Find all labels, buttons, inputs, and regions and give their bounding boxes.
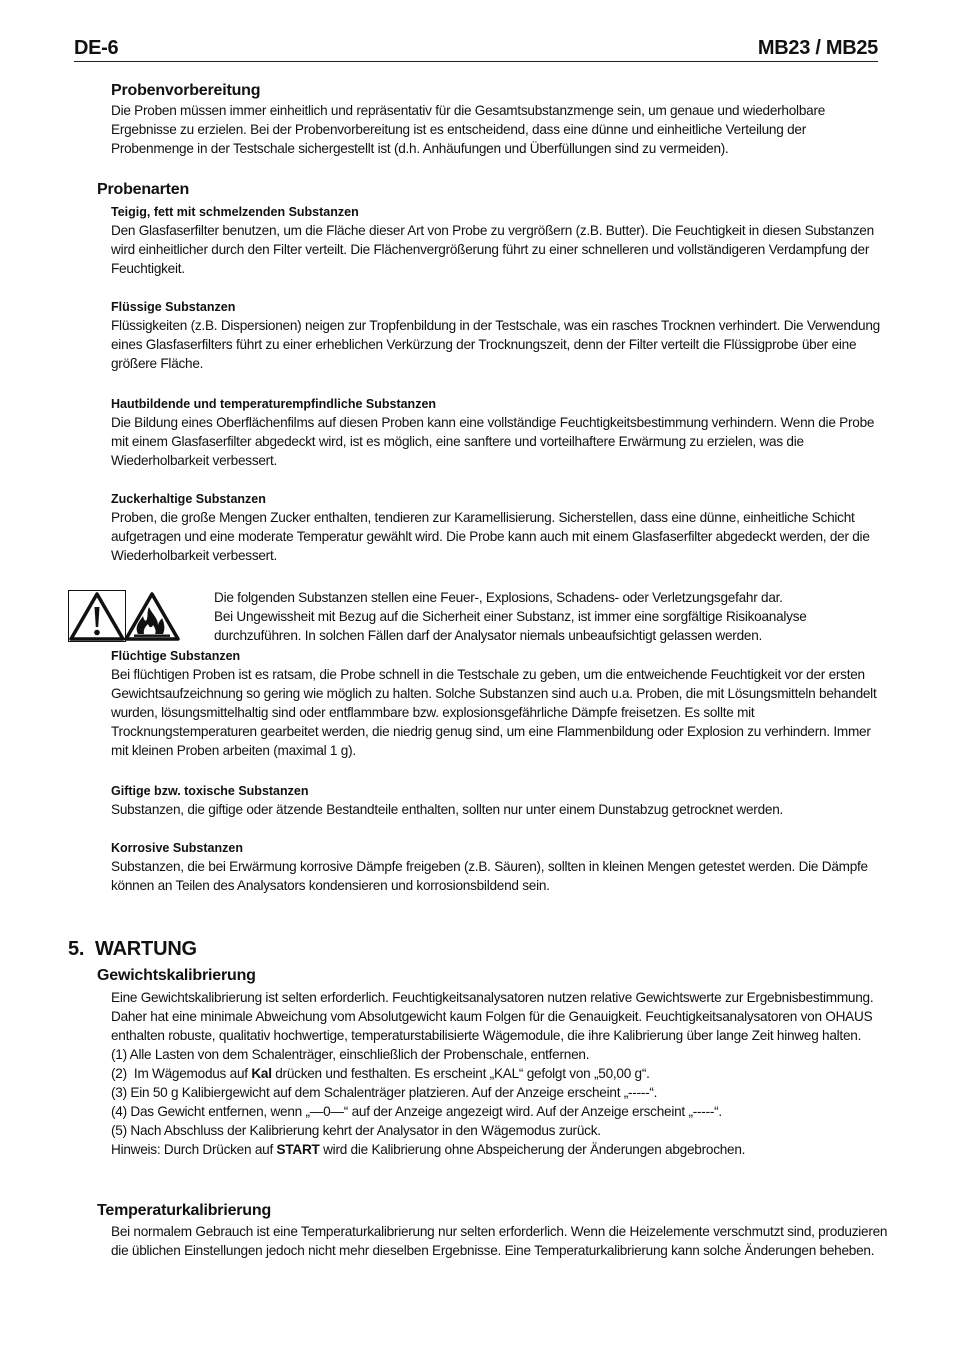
- flammable-icon: [126, 594, 178, 639]
- text-fluessig: Flüssigkeiten (z.B. Dispersionen) neigen zur Tropfenbildung in der Testschale, was ein rasches Trocknen verhindert. Die Verwendung eines Glasfaserfilters führt zu einer erheblichen Verkürzung der Trocknungszeit, denn der Filter verteilt die Flüssigprobe über eine größere Fläche.: [111, 318, 880, 371]
- text-probenvorbereitung: Die Proben müssen immer einheitlich und repräsentativ für die Gesamtsubstanzmenge sein, um genaue und wiederholbare Ergebnisse zu erzielen. Bei der Probenvorbereitung ist es entscheidend, dass eine dünne und einheitliche Verteilung der Probenmenge in der Testschale sichergestellt ist (d.h. Anhäufungen und Überfüllungen sind zu vermeiden).: [111, 103, 826, 156]
- heading-gewichtskalibrierung: Gewichtskalibrierung: [97, 967, 256, 984]
- section-probenvorbereitung: [111, 81, 891, 158]
- list-item: (1) Alle Lasten von dem Schalenträger, einschließlich der Probenschale, entfernen.: [111, 1047, 590, 1062]
- kal-key-label: Kal: [251, 1066, 272, 1081]
- hazard-symbols: [68, 590, 180, 644]
- heading-probenvorbereitung: Probenvorbereitung: [111, 82, 261, 99]
- heading-temperaturkalibrierung: Temperaturkalibrierung: [97, 1202, 272, 1219]
- warning-line-2: Bei Ungewissheit mit Bezug auf die Sicherheit einer Substanz, ist immer eine sorgfältige Risikoanalyse durchzuführen. In solchen Fällen darf der Analysator niemals unbeaufsichtigt gelassen werden.: [214, 609, 807, 643]
- section-gewichtskalibrierung: [111, 988, 891, 1159]
- section-hautbildend: [111, 396, 891, 470]
- heading-probenarten: Probenarten: [97, 181, 190, 198]
- heading-hautbildend: Hautbildende und temperaturempfindliche Substanzen: [111, 397, 437, 411]
- text-fluechtig: Bei flüchtigen Proben ist es ratsam, die Probe schnell in die Testschale zu geben, um die entweichende Feuchtigkeit vor der ersten Gewichtsaufzeichnung so gering wie möglich zu halten. Solche Substanzen sind auch u.a. Proben, die mit Lösungsmitteln behandelt wurden, lösungsmittelhaltig sind oder entflammbare bzw. explosionsgefährliche Dämpfe freisetzen. Es sollte mit Trocknungstemperaturen gearbeitet werden, die niedrig genug sind, um eine Flammenbildung oder Explosion zu verhindern. Immer mit kleinen Proben arbeiten (maximal 1 g).: [111, 667, 877, 758]
- heading-zucker: Zuckerhaltige Substanzen: [111, 492, 266, 506]
- text-giftig: Substanzen, die giftige oder ätzende Bestandteile enthalten, sollten nur unter einem Dunstabzug getrocknet werden.: [111, 802, 784, 817]
- step-2-text: (2) Im Wägemodus auf: [111, 1066, 252, 1081]
- hint-text: Hinweis: Durch Drücken auf: [111, 1142, 277, 1157]
- text-temperaturkalibrierung: Bei normalem Gebrauch ist eine Temperaturkalibrierung nur selten erforderlich. Wenn die Heizelemente verschmutzt sind, produzieren die üblichen Einstellungen jedoch nicht mehr dieselben Ergebnisse. Eine Temperaturkalibrierung kann solche Änderungen beheben.: [111, 1224, 888, 1258]
- warning-icons: [68, 590, 180, 644]
- list-item: (3) Ein 50 g Kalibiergewicht auf dem Schalenträger platzieren. Auf der Anzeige erscheint „-----“.: [111, 1085, 658, 1100]
- section-fluessig: [111, 299, 891, 373]
- hint-text-end: wird die Kalibrierung ohne Abspeicherung der Änderungen abgebrochen.: [319, 1142, 746, 1157]
- warning-line-1: Die folgenden Substanzen stellen eine Feuer-, Explosions, Schadens- oder Verletzungsgefahr dar.: [214, 590, 783, 605]
- section-teigig: [111, 204, 891, 278]
- text-hautbildend: Die Bildung eines Oberflächenfilms auf diesen Proben kann eine vollständige Feuchtigkeitsbestimmung verhindern. Wenn die Probe mit einem Glasfaserfilter abgedeckt wird, ist es möglich, eine sanftere und vorteilhaftere Erwärmung zu erzielen, was die Wiederholbarkeit verbessert.: [111, 415, 875, 468]
- heading-wartung: 5. WARTUNG: [68, 938, 197, 960]
- text-zucker: Proben, die große Mengen Zucker enthalten, tendieren zur Karamellisierung. Sicherstellen, dass eine dünne, einheitliche Schicht aufgetragen und eine moderate Temperatur gewählt wird. Die Probe kann auch mit einem Glasfaserfilter abgedeckt werden, der die Wiederholbarkeit verbessert.: [111, 510, 870, 563]
- warning-triangle-icon: [69, 591, 126, 642]
- section-fluechtig: [111, 648, 891, 760]
- list-item: (5) Nach Abschluss der Kalibrierung kehrt der Analysator in den Wägemodus zurück.: [111, 1123, 601, 1138]
- text-gewichtskalibrierung: Eine Gewichtskalibrierung ist selten erforderlich. Feuchtigkeitsanalysatoren nutzen relative Gewichtswerte zur Ergebnisbestimmung. Daher hat eine minimale Abweichung vom Absolutgewicht kaum Folgen für die Genauigkeit. Feuchtigkeitsanalysatoren von OHAUS enthalten robuste, qualitativ hochwertige, temperaturstabilisierte Wägemodule, die ihre Kalibrierung über lange Zeit hinweg halten.: [111, 990, 874, 1043]
- heading-teigig: Teigig, fett mit schmelzenden Substanzen: [111, 205, 359, 219]
- heading-giftig: Giftige bzw. toxische Substanzen: [111, 784, 309, 798]
- list-item: [111, 1064, 891, 1083]
- warning-note: [214, 588, 891, 645]
- heading-korrosiv: Korrosive Substanzen: [111, 841, 243, 855]
- section-giftig: [111, 783, 891, 819]
- list-item: (4) Das Gewicht entfernen, wenn „—0—“ auf der Anzeige angezeigt wird. Auf der Anzeige erscheint „-----“.: [111, 1104, 722, 1119]
- start-key-label: START: [276, 1142, 320, 1157]
- model-name: MB23 / MB25: [757, 37, 878, 59]
- section-korrosiv: [111, 840, 891, 895]
- calibration-steps: [111, 1045, 891, 1159]
- section-zucker: [111, 491, 891, 565]
- header-rule: [74, 61, 878, 62]
- heading-fluessig: Flüssige Substanzen: [111, 300, 236, 314]
- heading-fluechtig: Flüchtige Substanzen: [111, 649, 241, 663]
- page-number: DE-6: [74, 37, 119, 59]
- section-temperaturkalibrierung: [111, 1222, 891, 1260]
- text-teigig: Den Glasfaserfilter benutzen, um die Fläche dieser Art von Probe zu vergrößern (z.B. Butter). Die Feuchtigkeit in diesen Substanzen wird einheitlicher durch den Filter verteilt. Die Flächenvergrößerung führt zu einer schnelleren und vollständigeren Verdampfung der Feuchtigkeit.: [111, 223, 874, 276]
- step-2-text-end: drücken und festhalten. Es erscheint „KAL“ gefolgt von „50,00 g“.: [271, 1066, 650, 1081]
- hint: [111, 1140, 891, 1159]
- text-korrosiv: Substanzen, die bei Erwärmung korrosive Dämpfe freigeben (z.B. Säuren), sollten in kleinen Mengen getestet werden. Die Dämpfe können an Teilen des Analysators kondensieren und korrosionsbildend sein.: [111, 859, 868, 893]
